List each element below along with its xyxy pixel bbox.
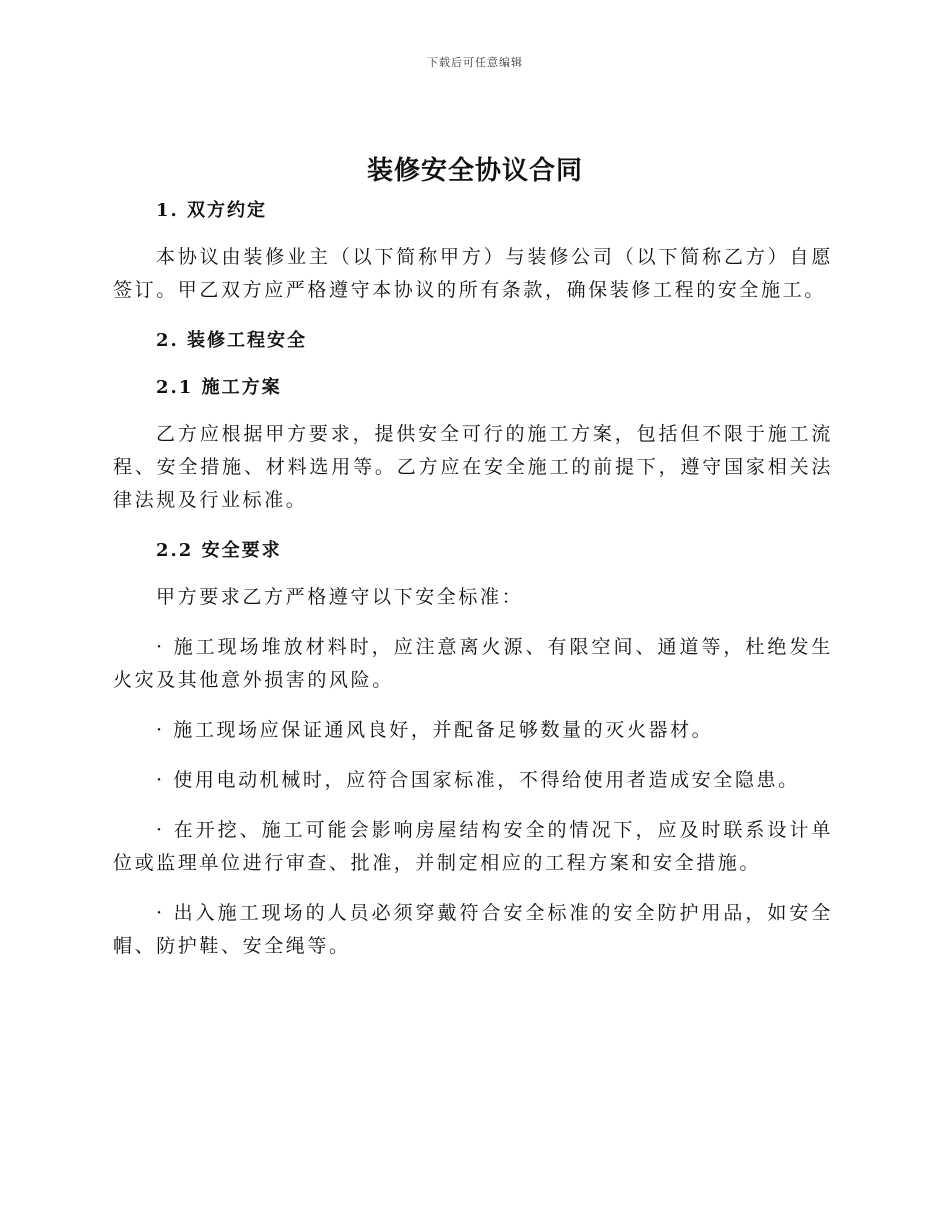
bullet-item-materials: · 施工现场堆放材料时，应注意离火源、有限空间、通道等，杜绝发生火灾及其他意外损害的风险。 bbox=[113, 636, 833, 691]
bullet-item-protection: · 出入施工现场的人员必须穿戴符合安全标准的安全防护用品，如安全帽、防护鞋、安全绳等。 bbox=[113, 902, 833, 957]
subsection-heading-plan: 2.1 施工方案 bbox=[156, 377, 282, 398]
paragraph-plan: 乙方应根据甲方要求，提供安全可行的施工方案，包括但不限于施工流程、安全措施、材料选用等。乙方应在安全施工的前提下，遵守国家相关法律法规及行业标准。 bbox=[113, 423, 833, 511]
section-heading-safety: 2. 装修工程安全 bbox=[156, 330, 308, 351]
subsection-heading-requirements: 2.2 安全要求 bbox=[156, 540, 282, 561]
document-title: 装修安全协议合同 bbox=[366, 156, 583, 186]
paragraph-requirements-intro: 甲方要求乙方严格遵守以下安全标准： bbox=[156, 586, 524, 608]
page-header-note: 下载后可任意编辑 bbox=[427, 56, 523, 69]
bullet-item-structure: · 在开挖、施工可能会影响房屋结构安全的情况下，应及时联系设计单位或监理单位进行审查、批准，并制定相应的工程方案和安全措施。 bbox=[113, 819, 833, 874]
bullet-item-ventilation: · 施工现场应保证通风良好，并配备足够数量的灭火器材。 bbox=[156, 719, 714, 741]
section-heading-agreement: 1. 双方约定 bbox=[156, 200, 268, 221]
document-body bbox=[113, 194, 833, 980]
bullet-item-machinery: · 使用电动机械时，应符合国家标准，不得给使用者造成安全隐患。 bbox=[156, 769, 800, 791]
paragraph-agreement: 本协议由装修业主（以下简称甲方）与装修公司（以下简称乙方）自愿签订。甲乙双方应严格遵守本协议的所有条款，确保装修工程的安全施工。 bbox=[113, 246, 833, 301]
